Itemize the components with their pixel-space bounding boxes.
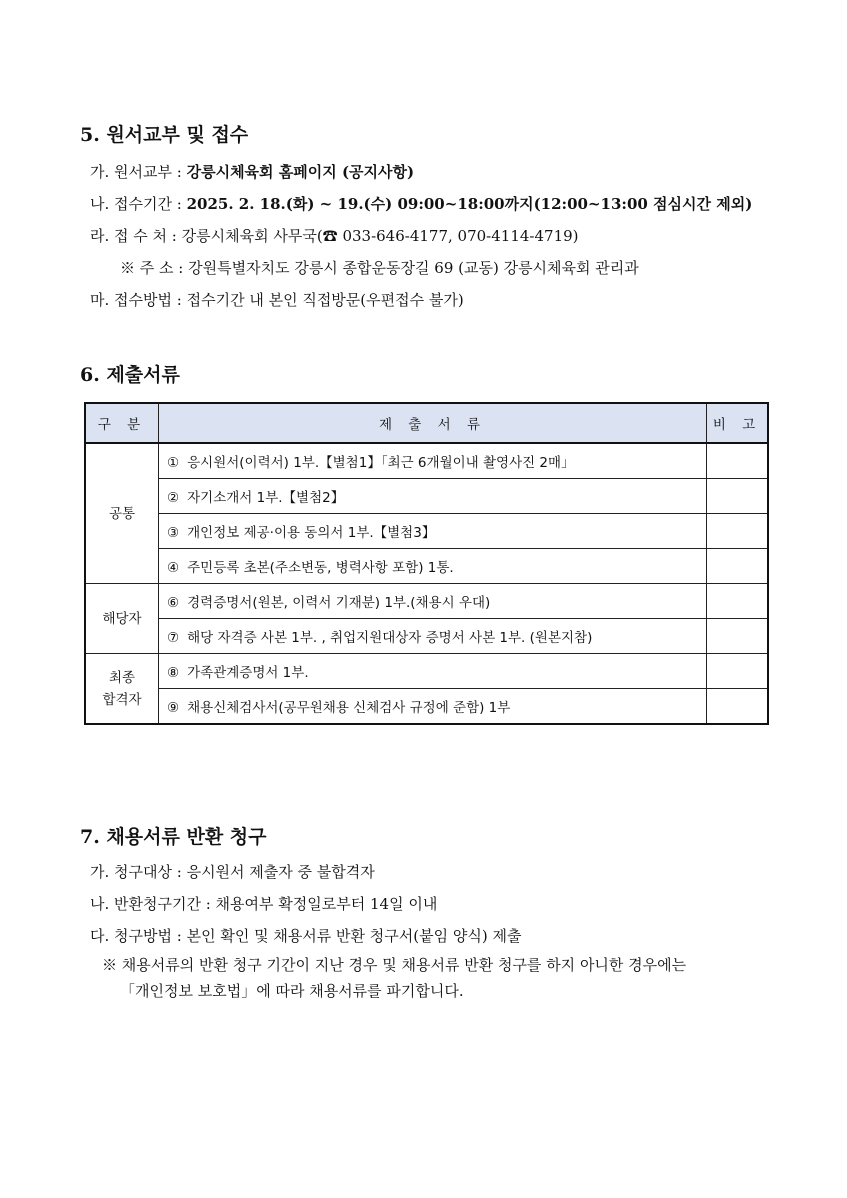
document-cell (159, 689, 707, 725)
line-label: 라. 접 수 처 : (90, 227, 177, 245)
document-cell (159, 443, 707, 479)
section-5 (80, 122, 780, 316)
remarks-cell (707, 479, 769, 514)
item-text: 개인정보 제공·이용 동의서 1부.【별첨3】 (187, 525, 436, 541)
document-cell (159, 619, 707, 654)
line-value: 강릉시체육회 홈페이지 (공지사항) (186, 163, 415, 181)
notice-line-1: ※ 채용서류의 반환 청구 기간이 지난 경우 및 채용서류 반환 청구를 하지 아니한 경우에는 (102, 956, 687, 974)
table-row (85, 549, 768, 584)
line-value: 강릉시체육회 사무국(☎ 033-646-4177, 070-4114-4719) (181, 227, 579, 245)
item-number: ② (167, 490, 180, 506)
group-final-passers (85, 654, 159, 725)
table-row (85, 443, 768, 479)
item-number: ⑥ (167, 595, 180, 611)
item-text: 가족관계증명서 1부. (187, 665, 309, 681)
table-row (85, 689, 768, 725)
table-row (85, 479, 768, 514)
section-7-title: 7. 채용서류 반환 청구 (80, 826, 267, 848)
section-6-title: 6. 제출서류 (80, 364, 180, 386)
section-5-line-5 (80, 284, 780, 316)
line-value: 강원특별자치도 강릉시 종합운동장길 69 (교동) 강릉시체육회 관리과 (188, 259, 639, 277)
group-name-line-1: 최종 (108, 669, 136, 686)
line-value: 2025. 2. 18.(화) ~ 19.(수) 09:00~18:00까지(12:00~13:00 점심시간 제외) (186, 195, 753, 213)
remarks-cell (707, 619, 769, 654)
section-5-line-3 (80, 220, 780, 252)
header-documents: 제 출 서 류 (159, 403, 707, 443)
group-applicable: 해당자 (85, 584, 159, 654)
remarks-cell (707, 443, 769, 479)
section-5-line-2 (80, 188, 780, 220)
header-category: 구 분 (85, 403, 159, 443)
item-text: 응시원서(이력서) 1부.【별첨1】「최근 6개월이내 촬영사진 2매」 (187, 455, 575, 471)
group-name-line-2: 합격자 (102, 691, 142, 708)
documents-table (84, 402, 769, 725)
item-text: 경력증명서(원본, 이력서 기재분) 1부.(채용시 우대) (187, 595, 491, 611)
section-7-line-2: 나. 반환청구기간 : 채용여부 확정일로부터 14일 이내 (90, 895, 438, 913)
group-common: 공통 (85, 443, 159, 584)
table-row (85, 514, 768, 549)
document-cell (159, 479, 707, 514)
line-value: 접수기간 내 본인 직접방문(우편접수 불가) (186, 291, 464, 309)
line-label: 가. 원서교부 : (90, 163, 182, 181)
header-remarks: 비 고 (707, 403, 769, 443)
document-cell (159, 514, 707, 549)
item-number: ① (167, 455, 180, 471)
remarks-cell (707, 584, 769, 619)
section-7 (80, 824, 780, 1004)
line-label: 마. 접수방법 : (90, 291, 182, 309)
table-row (85, 619, 768, 654)
document-cell (159, 549, 707, 584)
section-7-line-3: 다. 청구방법 : 본인 확인 및 채용서류 반환 청구서(붙임 양식) 제출 (90, 927, 522, 945)
line-label: 나. 접수기간 : (90, 195, 182, 213)
item-text: 채용신체검사서(공무원채용 신체검사 규정에 준함) 1부 (187, 700, 511, 716)
notice-line-2: 「개인정보 보호법」에 따라 채용서류를 파기합니다. (120, 982, 464, 1000)
document-cell (159, 584, 707, 619)
item-number: ④ (167, 560, 180, 576)
item-number: ⑨ (167, 700, 180, 716)
section-5-title: 5. 원서교부 및 접수 (80, 124, 249, 146)
section-7-line-1: 가. 청구대상 : 응시원서 제출자 중 불합격자 (90, 863, 375, 881)
remarks-cell (707, 549, 769, 584)
line-label: ※ 주 소 : (120, 259, 184, 277)
section-6 (80, 362, 780, 388)
item-number: ⑧ (167, 665, 180, 681)
document-cell (159, 654, 707, 689)
remarks-cell (707, 654, 769, 689)
remarks-cell (707, 514, 769, 549)
item-number: ⑦ (167, 630, 180, 646)
item-text: 해당 자격증 사본 1부. , 취업지원대상자 증명서 사본 1부. (원본지참) (187, 630, 593, 646)
table-row (85, 584, 768, 619)
section-5-line-4 (80, 252, 780, 284)
item-text: 자기소개서 1부.【별첨2】 (187, 490, 345, 506)
item-number: ③ (167, 525, 180, 541)
table-row (85, 654, 768, 689)
remarks-cell (707, 689, 769, 725)
section-5-line-1 (80, 156, 780, 188)
item-text: 주민등록 초본(주소변동, 병력사항 포함) 1통. (187, 560, 454, 576)
